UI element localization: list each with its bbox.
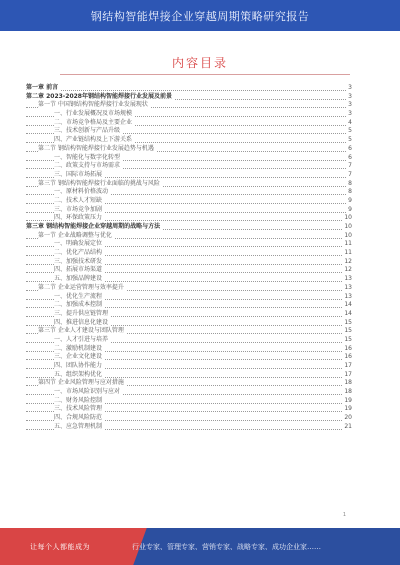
toc-entry-label: 三、国际市场拓展	[54, 170, 103, 178]
toc-entry[interactable]	[26, 171, 352, 180]
toc-entry-label: 三、技术创新与产品升级	[54, 127, 121, 135]
header-bar	[0, 0, 400, 31]
toc-entry-page: 5	[348, 127, 352, 135]
toc-entry[interactable]	[26, 275, 352, 284]
toc-entry-label: 第四节 企业风险管理与应对措施	[38, 379, 124, 387]
toc-entry-label: 一、智能化与数字化转型	[54, 153, 121, 161]
toc-entry-label: 五、加强品牌建设	[54, 275, 103, 283]
toc-entry-label: 四、拓展市场渠道	[54, 266, 103, 274]
toc-entry[interactable]	[26, 345, 352, 354]
toc-entry-page: 10	[344, 223, 352, 230]
toc-entry[interactable]	[26, 188, 352, 197]
toc-entry[interactable]	[26, 319, 352, 328]
toc-entry-page: 19	[344, 396, 352, 404]
toc-entry-page: 9	[348, 205, 352, 213]
toc-entry-label: 三、市场竞争加剧	[54, 205, 103, 213]
toc-entry[interactable]	[26, 266, 352, 275]
toc-entry-page: 17	[344, 362, 352, 369]
toc-entry[interactable]	[26, 240, 352, 249]
footer-bar	[0, 528, 400, 565]
toc-entry-page: 3	[348, 101, 352, 109]
toc-entry-page: 10	[344, 214, 352, 222]
toc-entry[interactable]	[26, 293, 352, 302]
toc-entry-label: 一、明确发展定位	[54, 240, 103, 248]
toc-entry[interactable]	[26, 249, 352, 258]
toc-entry-label: 一、人才引进与培养	[54, 335, 109, 343]
toc-entry[interactable]	[26, 301, 352, 310]
toc-entry[interactable]	[26, 379, 352, 388]
toc-entry[interactable]	[26, 362, 352, 371]
toc-entry-page: 19	[344, 405, 352, 413]
toc-title: 内容目录	[171, 56, 228, 70]
toc-entry[interactable]	[26, 284, 352, 293]
toc-entry-label: 第二章 2023-2028年钢结构智能焊接行业发展及前景	[26, 92, 172, 100]
toc-entry-label: 第三章 钢结构智能焊接企业穿越周期的战略与方法	[26, 223, 161, 230]
toc-entry-label: 一、行业发展概况及市场规模	[54, 110, 133, 118]
toc-entry-label: 五、组织架构优化	[54, 370, 103, 378]
toc-entry-label: 三、加强技术研发	[54, 257, 103, 265]
toc-entry-label: 第一章 前言	[26, 84, 59, 91]
toc-entry-label: 二、激励机制建设	[54, 344, 103, 352]
toc-entry-page: 16	[344, 353, 352, 361]
toc-entry[interactable]	[26, 136, 352, 145]
footer-slogan: 让每个人都能成为	[30, 543, 90, 551]
toc-entry-page: 15	[344, 335, 352, 343]
toc-entry-page: 15	[344, 318, 352, 326]
toc-entry-page: 11	[344, 240, 352, 248]
toc-entry-label: 三、技术风险管理	[54, 405, 103, 413]
toc-entry[interactable]	[26, 414, 352, 423]
toc-entry-page: 4	[348, 118, 352, 126]
toc-entry-page: 12	[344, 257, 352, 265]
toc-entry[interactable]	[26, 353, 352, 362]
toc-entry[interactable]	[26, 101, 352, 110]
toc-entry-page: 21	[344, 422, 352, 430]
toc-entry-page: 10	[344, 231, 352, 239]
toc-entry[interactable]	[26, 310, 352, 319]
toc-entry-page: 8	[348, 188, 352, 196]
toc-entry-label: 第三节 钢结构智能焊接行业面临的挑战与风险	[38, 179, 160, 187]
toc-entry-page: 14	[344, 309, 352, 317]
toc-entry-label: 第三节 企业人才建设与团队管理	[38, 327, 124, 335]
toc-entry-page: 7	[348, 170, 352, 178]
toc-entry-label: 二、加强成本控制	[54, 301, 103, 309]
page-number: 1	[342, 512, 346, 518]
toc-entry-label: 三、企业文化建设	[54, 353, 103, 361]
toc-entry-label: 二、财务风险控制	[54, 396, 103, 404]
toc-entry[interactable]	[26, 197, 352, 206]
toc-entry-label: 四、推进信息化建设	[54, 318, 109, 326]
toc-entry-label: 一、优化生产流程	[54, 292, 103, 300]
toc-entry-label: 四、合规风险防范	[54, 414, 103, 422]
toc-entry[interactable]	[26, 154, 352, 163]
toc-entry-page: 17	[344, 370, 352, 378]
toc-entry[interactable]	[26, 423, 352, 432]
toc-entry-label: 二、优化产品结构	[54, 249, 103, 257]
table-of-contents	[26, 84, 352, 432]
toc-leader-dots	[26, 90, 352, 91]
toc-entry-page: 18	[344, 379, 352, 387]
toc-entry-page: 11	[344, 249, 352, 257]
toc-entry[interactable]	[26, 336, 352, 345]
toc-entry[interactable]	[26, 110, 352, 119]
toc-entry-page: 3	[348, 84, 352, 91]
toc-entry[interactable]	[26, 84, 352, 93]
toc-entry-page: 14	[344, 301, 352, 309]
toc-entry-label: 二、政策支持与市场需求	[54, 162, 121, 170]
toc-entry[interactable]	[26, 145, 352, 154]
toc-entry-label: 五、应急管理机制	[54, 422, 103, 430]
toc-divider	[60, 74, 350, 75]
toc-entry-page: 9	[348, 196, 352, 204]
toc-entry-page: 13	[344, 283, 352, 291]
toc-entry[interactable]	[26, 206, 352, 215]
toc-entry-page: 8	[348, 179, 352, 187]
toc-entry[interactable]	[26, 180, 352, 189]
toc-entry-page: 6	[348, 144, 352, 152]
toc-entry-label: 四、环保政策压力	[54, 214, 103, 222]
toc-entry-label: 二、技术人才短缺	[54, 196, 103, 204]
toc-entry-label: 四、产业链结构及上下游关系	[54, 136, 133, 144]
toc-entry[interactable]	[26, 127, 352, 136]
toc-entry-label: 二、市场竞争格局及主要企业	[54, 118, 133, 126]
toc-entry-label: 第一节 企业战略调整与优化	[38, 231, 112, 239]
toc-entry-page: 12	[344, 266, 352, 274]
toc-entry-page: 13	[344, 292, 352, 300]
toc-entry-label: 一、市场风险识别与应对	[54, 388, 121, 396]
toc-entry-page: 15	[344, 327, 352, 335]
toc-entry-label: 四、团队协作能力	[54, 362, 103, 369]
toc-entry[interactable]	[26, 223, 352, 232]
toc-entry-page: 6	[348, 153, 352, 161]
toc-entry-label: 一、原材料价格波动	[54, 188, 109, 196]
toc-entry-label: 三、提升供应链管理	[54, 309, 109, 317]
toc-entry-page: 3	[348, 92, 352, 100]
report-title: 钢结构智能焊接企业穿越周期策略研究报告	[90, 10, 310, 23]
toc-entry-label: 第二节 钢结构智能焊接行业发展趋势与机遇	[38, 144, 154, 152]
toc-entry[interactable]	[26, 214, 352, 223]
toc-entry[interactable]	[26, 162, 352, 171]
toc-entry[interactable]	[26, 388, 352, 397]
toc-entry-page: 3	[348, 110, 352, 118]
toc-entry-page: 7	[348, 162, 352, 170]
toc-entry-page: 13	[344, 275, 352, 283]
toc-entry-label: 第一节 中国钢结构智能焊接行业发展现状	[38, 101, 148, 109]
toc-entry-page: 16	[344, 344, 352, 352]
toc-entry[interactable]	[26, 327, 352, 336]
toc-entry-label: 第二节 企业运营管理与效率提升	[38, 283, 124, 291]
footer-tagline: 行业专家、管理专家、营销专家、战略专家、成功企业家……	[132, 543, 321, 551]
toc-entry-page: 18	[344, 388, 352, 396]
toc-entry-page: 20	[344, 414, 352, 422]
toc-entry[interactable]	[26, 405, 352, 414]
toc-entry-page: 5	[348, 136, 352, 144]
